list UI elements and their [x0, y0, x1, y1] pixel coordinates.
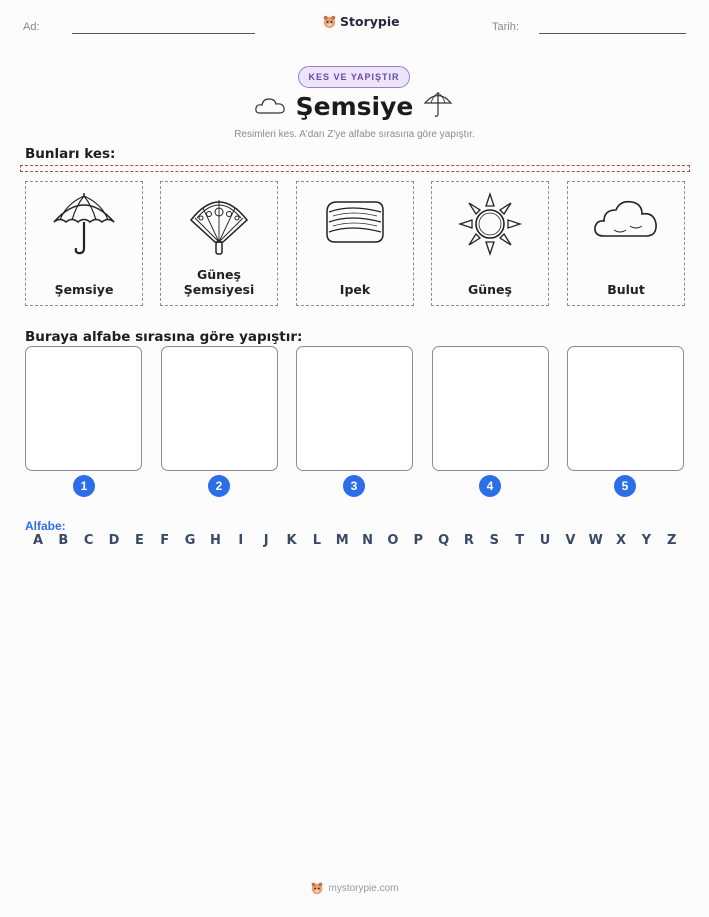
- slot-number: 3: [343, 475, 365, 497]
- alphabet-letter: U: [539, 533, 551, 548]
- slot-number: 1: [73, 475, 95, 497]
- cut-card-gunes[interactable]: [431, 181, 549, 306]
- alphabet-letter: I: [238, 533, 244, 548]
- card-label: Güneş Şemsiyesi: [183, 267, 255, 297]
- alphabet-letter: V: [565, 533, 576, 548]
- alphabet-letter: K: [286, 533, 297, 548]
- storypie-mascot-icon: [310, 881, 324, 895]
- activity-badge: KES VE YAPIŞTIR: [298, 66, 410, 88]
- alphabet-letter: Y: [641, 533, 652, 548]
- alphabet-letter: G: [184, 533, 196, 548]
- alphabet-letter: P: [413, 533, 424, 548]
- paste-slot-1[interactable]: [25, 346, 142, 471]
- alphabet-letter: L: [312, 533, 321, 548]
- slot-number: 2: [208, 475, 230, 497]
- card-label: Güneş: [468, 282, 512, 297]
- cut-card-gunes-semsiyesi[interactable]: [160, 181, 278, 306]
- footer: [0, 881, 709, 895]
- alphabet-letter: W: [588, 533, 603, 548]
- alphabet-letter: M: [335, 533, 349, 548]
- paste-slot-4[interactable]: [432, 346, 549, 471]
- sun-icon: [456, 190, 524, 258]
- paste-section-heading: Buraya alfabe sırasına göre yapıştır:: [25, 329, 303, 345]
- alphabet-letter: N: [362, 533, 373, 548]
- instructions: Resimleri kes. A'dan Z'ye alfabe sırasına göre yapıştır.: [234, 129, 475, 140]
- name-label: Ad:: [23, 21, 40, 33]
- alphabet-label: Alfabe:: [25, 519, 66, 533]
- alphabet-letter: C: [83, 533, 94, 548]
- date-field-line[interactable]: [539, 33, 686, 34]
- storypie-mascot-icon: [322, 14, 337, 29]
- page-title: Şemsiye: [295, 92, 414, 121]
- slot-number: 4: [479, 475, 501, 497]
- date-label: Tarih:: [492, 21, 519, 33]
- brand-name: Storypie: [340, 14, 400, 29]
- name-field-line[interactable]: [72, 33, 255, 34]
- cut-card-bulut[interactable]: [567, 181, 685, 306]
- card-label: Ipek: [339, 282, 371, 297]
- umbrella-icon: [423, 91, 453, 119]
- alphabet-letter: R: [463, 533, 474, 548]
- brand-logo: [322, 14, 400, 29]
- alphabet-letter: Q: [438, 533, 450, 548]
- cut-section-heading: Bunları kes:: [25, 146, 116, 162]
- alphabet-letter: F: [160, 533, 170, 548]
- alphabet-letter: H: [209, 533, 221, 548]
- alphabet-letter: E: [134, 533, 144, 548]
- card-label: Bulut: [607, 282, 645, 297]
- card-label: Şemsiye: [54, 282, 114, 297]
- cut-line: [20, 165, 690, 172]
- alphabet-letter: X: [616, 533, 627, 548]
- alphabet-letter: Z: [667, 533, 677, 548]
- alphabet-letter: J: [263, 533, 269, 548]
- umbrella-icon: [50, 190, 118, 258]
- footer-site: mystorypie.com: [328, 882, 399, 894]
- slot-number: 5: [614, 475, 636, 497]
- hand-fan-icon: [185, 190, 253, 258]
- cut-card-ipek[interactable]: [296, 181, 414, 306]
- alphabet-letter: O: [387, 533, 399, 548]
- cloud-icon: [592, 190, 660, 258]
- alphabet-letter: B: [58, 533, 69, 548]
- cut-card-semsiye[interactable]: [25, 181, 143, 306]
- paste-slot-3[interactable]: [296, 346, 413, 471]
- paste-slot-2[interactable]: [161, 346, 278, 471]
- alphabet-letter: S: [489, 533, 499, 548]
- silk-icon: [321, 190, 389, 258]
- alphabet-letter: T: [515, 533, 525, 548]
- paste-slot-5[interactable]: [567, 346, 684, 471]
- alphabet-letter: D: [108, 533, 120, 548]
- alphabet-letter: A: [32, 533, 44, 548]
